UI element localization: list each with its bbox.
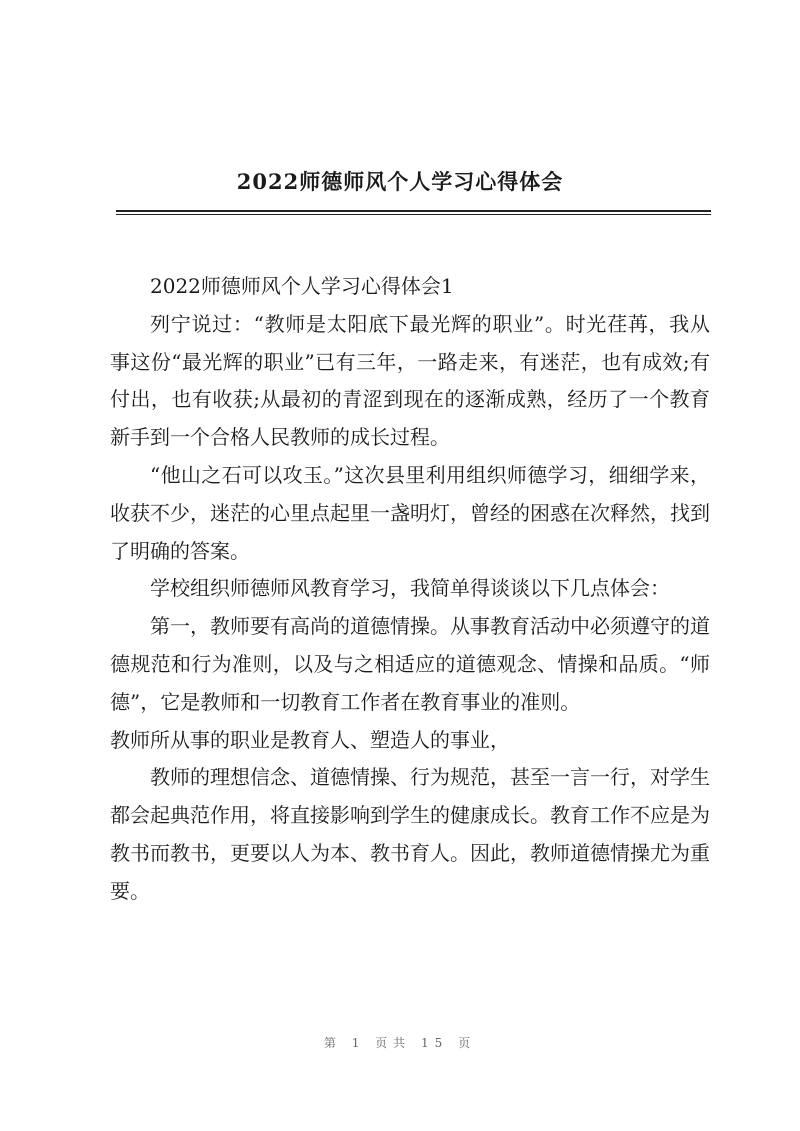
paragraph: 学校组织师德师风教育学习，我简单得谈谈以下几点体会：: [150, 576, 670, 601]
document-body: [110, 268, 710, 911]
paragraph: “他山之石可以攻玉。”这次县里利用组织师德学习，细细学来，收获不少，迷茫的心里点起里一盏明灯，曾经的困惑在次释然，找到了明确的答案。: [110, 462, 710, 563]
document-title: 2022师德师风个人学习心得体会: [236, 169, 564, 194]
paragraph: 教师所从事的职业是教育人、塑造人的事业，: [110, 727, 510, 752]
paragraph: 第一，教师要有高尚的道德情操。从事教育活动中必须遵守的道德规范和行为准则，以及与之相适应的道德观念、情操和品质。“师德”，它是教师和一切教育工作者在教育事业的准则。: [110, 614, 710, 714]
paragraph: 列宁说过：“教师是太阳底下最光辉的职业”。时光荏苒，我从事这份“最光辉的职业”已有三年，一路走来，有迷茫，也有成效;有付出，也有收获;从最初的青涩到现在的逐渐成熟，经历了一个教育新手到一个合格人民教师的成长过程。: [110, 311, 710, 450]
title-underline-thick: [116, 210, 711, 212]
page-footer: 第 1 页共 15 页: [323, 1036, 477, 1050]
paragraph: 教师的理想信念、道德情操、行为规范，甚至一言一行，对学生都会起典范作用，将直接影响到学生的健康成长。教育工作不应是为教书而教书，更要以人为本、教书育人。因此，教师道德情操尤为重要。: [110, 765, 710, 903]
section-heading: 2022师德师风个人学习心得体会1: [150, 274, 454, 298]
title-underline-thin: [116, 214, 711, 215]
